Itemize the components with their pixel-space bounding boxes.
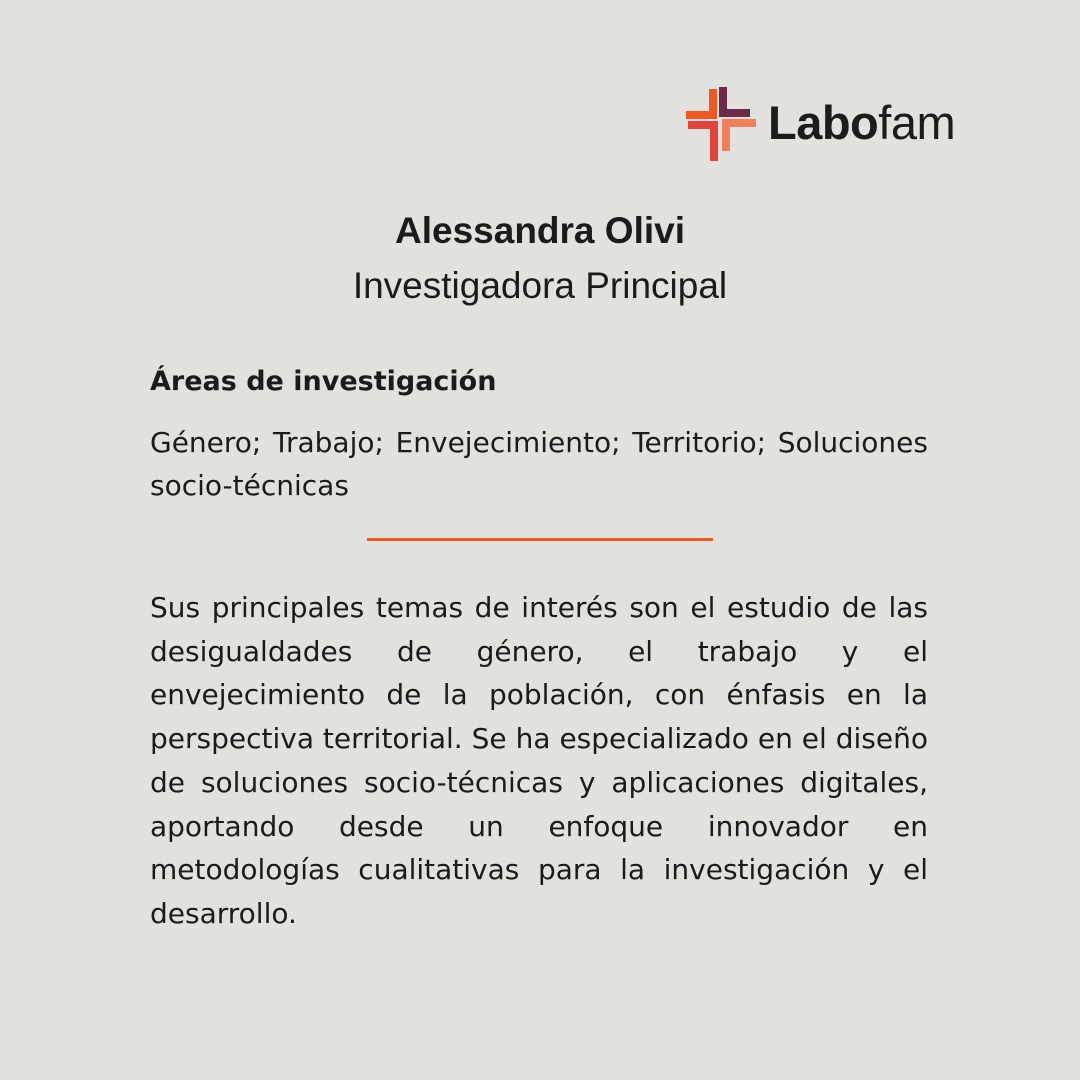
labofam-logo — [684, 84, 955, 164]
research-areas-list: Género; Trabajo; Envejecimiento; Territorio; Soluciones socio-técnicas — [150, 426, 928, 502]
person-name: Alessandra Olivi — [395, 210, 685, 251]
logo-wordmark-light: fam — [878, 95, 956, 149]
plus-cross-logo-icon — [684, 85, 760, 163]
research-areas-heading: Áreas de investigación — [150, 366, 497, 397]
section-divider — [367, 538, 713, 541]
person-role: Investigadora Principal — [352, 265, 728, 306]
logo-wordmark — [768, 95, 956, 149]
bio-paragraph: Sus principales temas de interés son el estudio de las desigualdades de género, el trabajo y el envejecimiento de la población, con énfasis en la perspectiva territorial. Se ha especializado en el diseño de soluciones socio-técnicas y aplicaciones digitales, aportando desde un enfoque innovador en metodologías cualitativas para la investigación y el desarrollo. — [150, 591, 928, 930]
logo-wordmark-bold: Labo — [768, 95, 879, 149]
